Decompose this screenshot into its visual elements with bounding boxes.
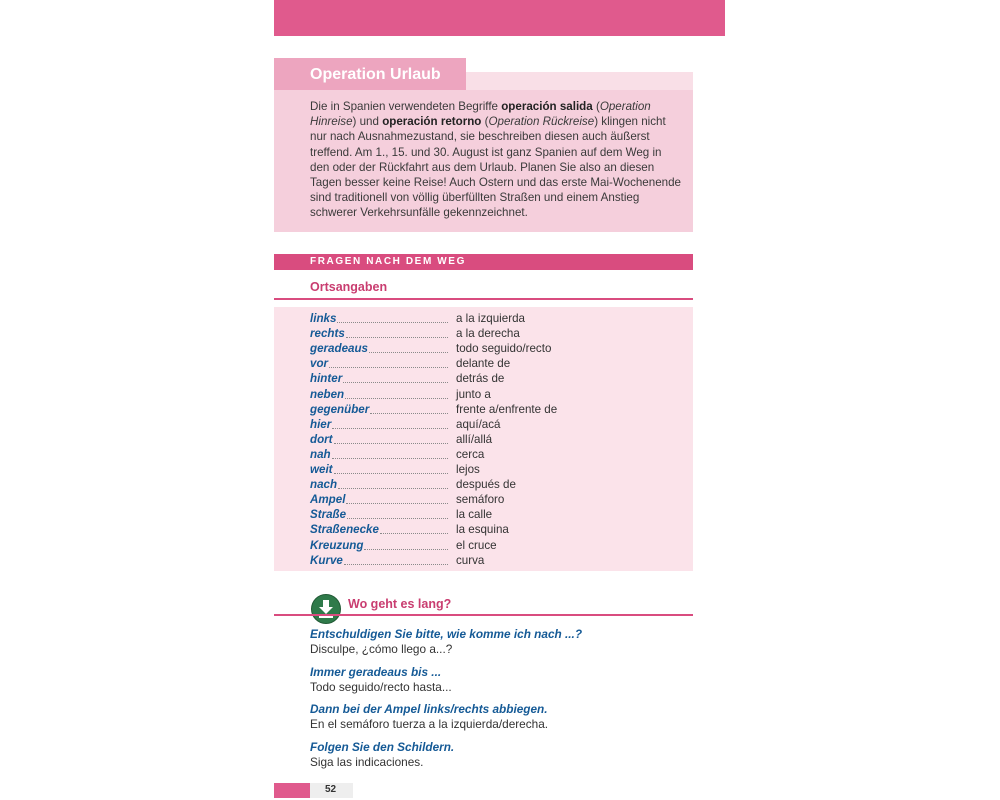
vocab-spanish: después de <box>456 478 516 492</box>
vocab-spanish: aquí/acá <box>456 417 501 431</box>
vocab-row <box>310 432 690 447</box>
vocab-german <box>310 356 448 371</box>
vocab-german <box>310 371 448 386</box>
dot-leader <box>370 412 448 414</box>
vocab-german-word: Kreuzung <box>310 538 364 552</box>
vocab-spanish: la esquina <box>456 523 509 537</box>
vocab-row <box>310 507 690 522</box>
vocab-german <box>310 507 448 522</box>
vocab-german <box>310 522 448 537</box>
vocab-german <box>310 387 448 402</box>
phrase-spanish: Todo seguido/recto hasta... <box>310 679 452 694</box>
vocab-row <box>310 477 690 492</box>
dot-leader <box>343 381 448 383</box>
vocab-german-word: nach <box>310 478 338 492</box>
vocab-german-word: gegenüber <box>310 402 370 416</box>
vocab-spanish: todo seguido/recto <box>456 342 552 356</box>
phrase-german: Entschuldigen Sie bitte, wie komme ich nach ...? <box>310 627 583 641</box>
vocab-german <box>310 417 448 432</box>
vocab-german <box>310 447 448 462</box>
info-text-part: ( <box>592 100 600 113</box>
dot-leader <box>346 502 448 504</box>
vocab-spanish: delante de <box>456 357 511 371</box>
vocab-row <box>310 492 690 507</box>
dot-leader <box>332 427 448 429</box>
info-box-header-strip <box>466 72 693 90</box>
vocab-row <box>310 538 690 553</box>
info-box-text <box>310 99 682 221</box>
vocab-german-word: Ampel <box>310 493 346 507</box>
info-box-title: Operation Urlaub <box>310 66 441 83</box>
vocab-spanish: a la izquierda <box>456 312 525 325</box>
dot-leader <box>334 442 448 444</box>
vocab-spanish: junto a <box>456 387 491 401</box>
vocab-german-word: geradeaus <box>310 342 368 356</box>
vocab-spanish: lejos <box>456 463 480 476</box>
subsection-divider <box>274 298 693 300</box>
info-text-part: ) und <box>352 115 383 129</box>
vocab-row <box>310 387 690 402</box>
vocab-row <box>310 356 690 371</box>
vocab-row <box>310 553 690 568</box>
vocab-german <box>310 341 448 356</box>
phrases-heading: Wo geht es lang? <box>348 597 452 611</box>
dot-leader <box>332 457 448 459</box>
vocab-spanish: allí/allá <box>456 432 493 446</box>
phrase-spanish: Disculpe, ¿cómo llego a...? <box>310 642 453 656</box>
vocab-row <box>310 311 690 326</box>
vocab-row <box>310 522 690 537</box>
section-title: FRAGEN NACH DEM WEG <box>310 256 466 267</box>
vocab-german-word: Straße <box>310 508 347 522</box>
vocab-german-word: vor <box>310 357 329 371</box>
info-text-part: ) klingen nicht nur nach Ausnahmezustand, sie beschreiben diesen auch äußerst treffend. Am 1., 15. und 30. August ist ganz Spanien auf dem Weg in den oder der Rückfahrt aus dem Urlaub. Planen Sie also an diesen Tagen besser keine Reise! Auch Ostern und das erste Mai-Wochenende sind traditionell von völlig überfüllten Straßen und einem Anstieg schwerer Verkehrsunfälle gekennzeichnet. <box>310 115 681 220</box>
vocab-spanish: frente a/enfrente de <box>456 402 558 416</box>
dot-leader <box>369 351 448 353</box>
vocab-german <box>310 462 448 477</box>
term-operacion-retorno: operación retorno <box>382 115 482 129</box>
vocab-spanish: el cruce <box>456 538 497 552</box>
info-text-part: Die in Spanien verwendeten Begriffe <box>310 100 502 113</box>
vocab-german-word: rechts <box>310 327 345 341</box>
subsection-title: Ortsangaben <box>310 280 388 294</box>
dot-leader <box>346 336 448 338</box>
vocab-row <box>310 326 690 341</box>
page-marker <box>274 783 310 798</box>
phrase-german: Folgen Sie den Schildern. <box>310 740 455 755</box>
vocab-german <box>310 492 448 507</box>
vocab-spanish: la calle <box>456 508 493 522</box>
phrase-spanish: Siga las indicaciones. <box>310 755 424 770</box>
vocab-german-word: links <box>310 312 337 325</box>
top-color-band <box>274 0 725 36</box>
page-number: 52 <box>325 784 337 795</box>
download-icon[interactable] <box>311 594 341 624</box>
vocab-german <box>310 432 448 447</box>
vocab-german-word: Straßenecke <box>310 523 379 537</box>
term-translation: Operation Rückreise <box>488 115 595 129</box>
term-operacion-salida: operación salida <box>501 100 593 113</box>
vocab-german <box>310 326 448 341</box>
vocab-german-word: nah <box>310 447 331 461</box>
vocab-row <box>310 462 690 477</box>
vocab-row <box>310 341 690 356</box>
vocab-german <box>310 477 448 492</box>
phrase-german: Dann bei der Ampel links/rechts abbiegen. <box>310 702 548 717</box>
dot-leader <box>364 548 448 550</box>
vocab-german <box>310 538 448 553</box>
dot-leader <box>338 487 448 489</box>
vocab-german-word: dort <box>310 432 333 446</box>
vocab-german-word: hinter <box>310 372 343 386</box>
dot-leader <box>345 397 448 399</box>
vocab-row <box>310 417 690 432</box>
dot-leader <box>347 517 448 519</box>
vocab-spanish: semáforo <box>456 493 505 507</box>
vocab-german-word: Kurve <box>310 553 343 567</box>
dot-leader <box>334 472 448 474</box>
info-text-part: ( <box>481 115 489 129</box>
dot-leader <box>344 563 448 565</box>
dot-leader <box>380 532 448 534</box>
dot-leader <box>329 366 448 368</box>
vocab-german <box>310 553 448 568</box>
vocab-german-word: neben <box>310 387 345 401</box>
vocab-row <box>310 371 690 386</box>
vocab-spanish: a la derecha <box>456 327 520 341</box>
vocab-german <box>310 311 448 326</box>
phrase-spanish: En el semáforo tuerza a la izquierda/derecha. <box>310 717 549 732</box>
term-translation: Operation Hinreise <box>310 100 651 129</box>
vocab-german-word: hier <box>310 417 332 431</box>
vocab-german-word: weit <box>310 463 333 476</box>
phrase-german: Immer geradeaus bis ... <box>310 664 442 679</box>
download-icon-glyph <box>312 595 340 623</box>
vocab-row <box>310 402 690 417</box>
vocab-spanish: curva <box>456 553 485 567</box>
vocab-spanish: detrás de <box>456 372 505 386</box>
vocab-german <box>310 402 448 417</box>
vocab-spanish: cerca <box>456 447 485 461</box>
vocab-row <box>310 447 690 462</box>
dot-leader <box>337 321 448 323</box>
phrases-divider <box>274 614 693 616</box>
